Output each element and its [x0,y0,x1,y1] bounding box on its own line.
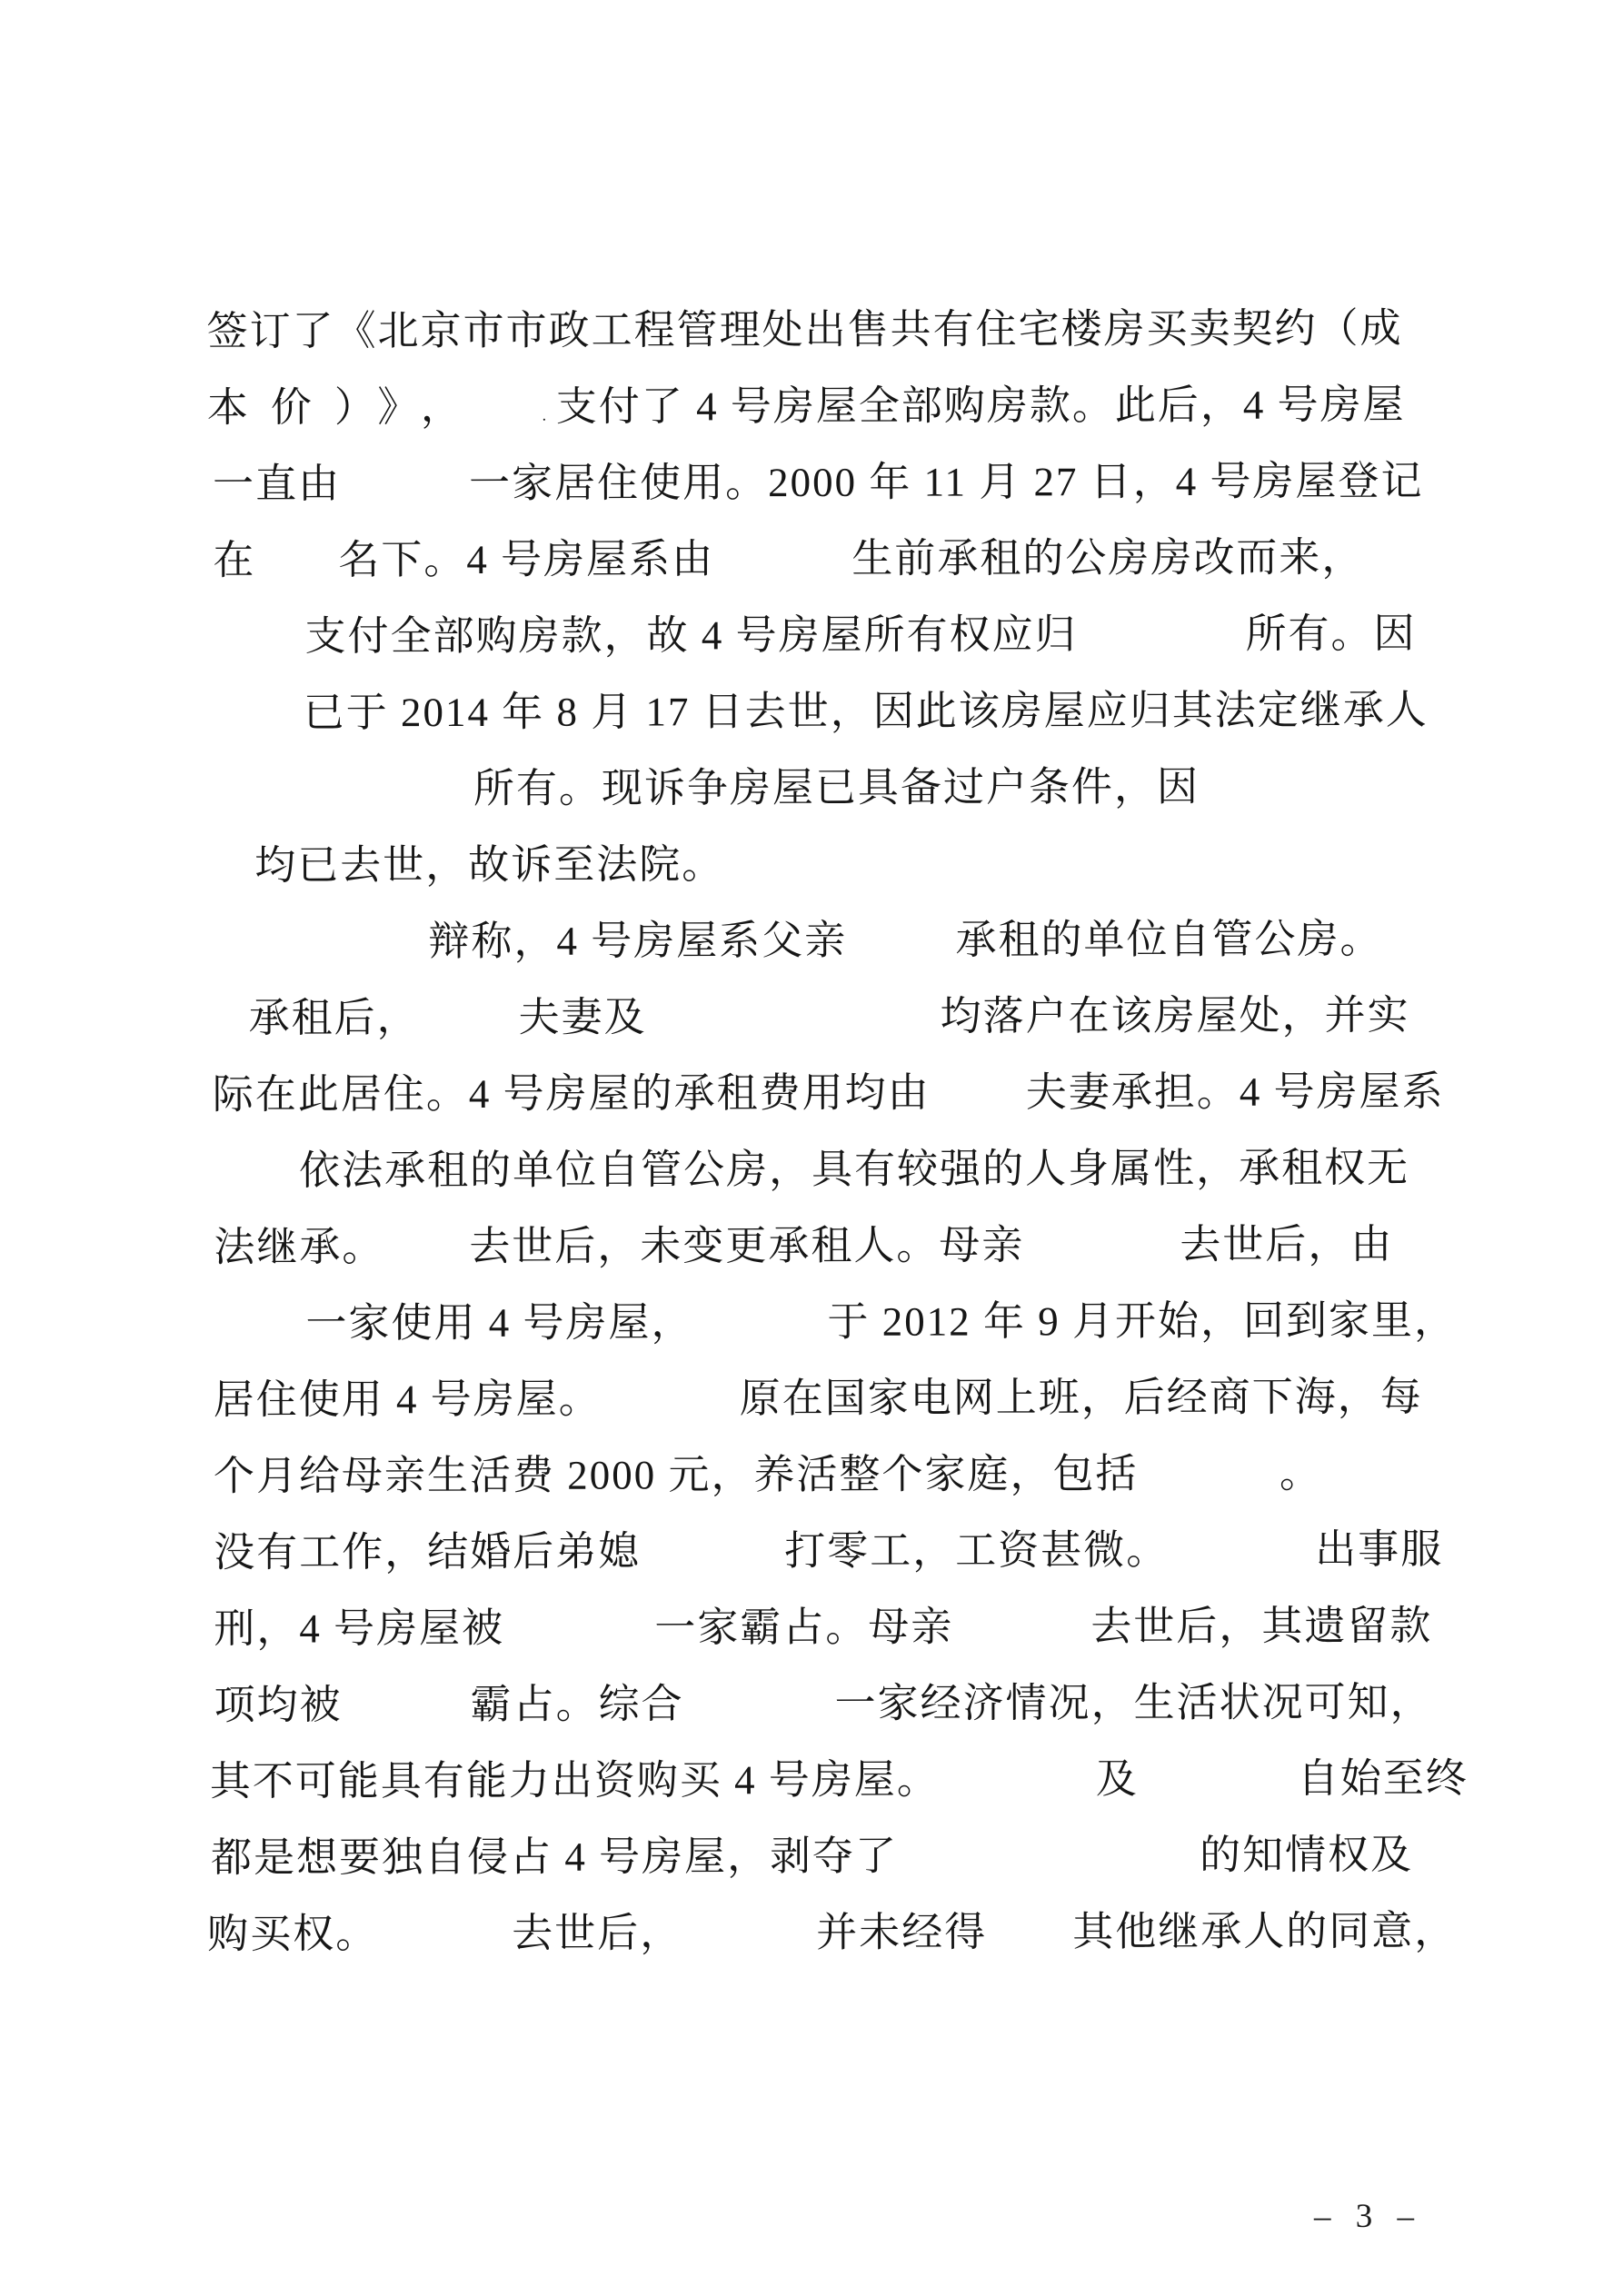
text-segment: 其不可能具有能力出资购买 4 号房屋。 [209,1756,940,1804]
text-segment: 所有。现诉争房屋已具备过户条件，因 [473,763,1200,811]
text-segment: 刑，4 号房屋被 [214,1605,505,1652]
text-segment: 一家霸占。母亲 [654,1604,954,1651]
redacted-gap [340,1679,471,1724]
text-line [0,1295,1623,1356]
text-line [0,760,1622,821]
text-segment: 出事服 [1315,1526,1444,1573]
text-segment: 一直由 [213,461,342,507]
text-segment: 一家居住使用。2000 年 11 月 27 日，4 号房屋登记 [469,458,1424,506]
text-segment: 打零工，工资甚微。 [784,1526,1170,1575]
text-segment: 及 [1095,1756,1139,1803]
redacted-gap [1132,609,1245,654]
text-line [0,1066,1623,1127]
text-segment: 的知情权及 [1199,1832,1414,1878]
text-line [2,1905,1623,1966]
text-segment: 去世后，未变更承租人。母亲 [469,1222,1025,1269]
redacted-gap [414,992,519,1038]
page-number: – 3 – [1314,2198,1422,2235]
redacted-gap [208,687,304,732]
redacted-gap [365,1221,469,1267]
text-segment: 一家经济情况，生活状况可知， [834,1679,1433,1726]
text-line [0,837,1622,898]
text-segment: 签订了《北京市市政工程管理处出售共有住宅楼房买卖契约（成 [206,305,1403,354]
text-segment: 购买权。 [207,1911,379,1957]
redacted-gap [209,993,249,1039]
text-line [2,1676,1623,1737]
text-line [0,608,1622,669]
text-line [2,1829,1623,1890]
text-segment: 原在国家电网上班，后经商下海，每 [739,1374,1423,1422]
text-segment: 辩称，4 号房屋系父亲 [428,917,848,965]
text-segment: 支付全部购房款，故 4 号房屋所有权应归 [304,611,1078,660]
text-segment: 夫妻承担。4 号房屋系 [1025,1068,1445,1116]
redacted-gap [382,458,469,503]
text-line [0,1218,1623,1279]
text-segment: 均已去世，故诉至法院。 [254,841,725,889]
text-line [0,455,1621,516]
text-line [0,913,1622,974]
redacted-gap [933,1754,1096,1799]
text-segment: 一家使用 4 号房屋， [305,1299,694,1347]
redacted-gap [399,1908,512,1953]
redacted-gap [209,1145,299,1190]
text-segment: 名下。4 号房屋系由 [338,536,715,583]
text-segment: 支付了 4 号房屋全部购房款。此后，4 号房屋 [555,382,1406,430]
text-segment: 霸占。综合 [470,1681,684,1727]
text-line [1,1371,1623,1432]
text-segment: 并未经得 [816,1909,988,1955]
redacted-gap [641,991,941,1038]
text-line [1,1600,1623,1661]
text-line [1,1524,1623,1585]
text-line [0,379,1621,440]
text-segment: 自始至终 [1297,1755,1469,1802]
text-segment: 没有工作，结婚后弟媳 [214,1528,642,1575]
redacted-gap [931,1067,1026,1112]
text-segment: 项均被 [214,1682,343,1728]
text-segment: 承租后， [248,995,420,1041]
redacted-gap [879,1830,1200,1876]
redacted-gap [256,534,338,580]
redacted-gap [1140,1754,1298,1799]
text-segment: 依法承租的单位自管公房，具有较强的人身属性，承租权无 [299,1145,1410,1194]
text-segment: 承租的单位自管公房。 [955,916,1383,963]
redacted-gap [595,1373,740,1418]
text-segment: · [541,410,547,429]
redacted-gap [1035,1219,1180,1265]
redacted-gap [659,1907,816,1953]
text-segment: 于 2012 年 9 月开始，回到家里， [827,1297,1458,1345]
text-segment: 都是想要独自侵占 4 号房屋，剥夺了 [210,1833,899,1881]
text-segment: 去世后，由 [1180,1221,1394,1267]
redacted-gap [208,763,473,810]
redacted-gap [208,916,428,962]
redacted-gap [981,1906,1072,1952]
text-line [0,989,1623,1050]
text-segment: 夫妻及 [518,994,647,1040]
redacted-gap [695,1678,835,1724]
redacted-gap [209,1297,305,1343]
text-segment: 已于 2014 年 8 月 17 日去世，因此该房屋应归其法定继承人 [303,687,1429,736]
text-segment: 其他继承人的同意， [1072,1908,1458,1955]
text-segment: 生前承租的公房房改而来， [851,534,1365,581]
redacted-gap [207,611,304,656]
text-segment: 所有。因 [1245,611,1417,657]
text-segment: 在 [213,537,256,583]
redacted-gap [1167,1525,1315,1570]
text-segment: 居住使用 4 号房屋。 [213,1376,602,1423]
redacted-gap [955,1601,1090,1646]
redacted-gap [1140,1448,1279,1494]
text-line [2,1753,1623,1814]
text-segment: 本价）》， [206,383,484,431]
redacted-gap [650,1526,784,1571]
text-line [0,684,1622,745]
redacted-gap [505,1602,654,1647]
redacted-gap [851,915,955,960]
text-line [0,1142,1623,1203]
redacted-gap [208,840,254,886]
text-segment: 际在此居住。4 号房屋的承租费用均由 [212,1069,931,1118]
text-segment: 均落户在该房屋处，并实 [940,992,1410,1039]
redacted-gap [734,533,851,579]
text-segment: 去世后， [512,1910,683,1956]
text-segment: 去世后，其遗留款 [1090,1603,1433,1650]
redacted-gap [527,382,540,427]
text-line [1,1447,1623,1508]
text-line [0,532,1621,592]
text-line [0,303,1621,363]
redacted-gap [666,1297,827,1342]
text-segment: 。 [1279,1450,1323,1496]
text-segment: 个月给母亲生活费 2000 元，养活整个家庭，包括 [213,1451,1139,1499]
text-segment: 法继承。 [214,1224,385,1270]
